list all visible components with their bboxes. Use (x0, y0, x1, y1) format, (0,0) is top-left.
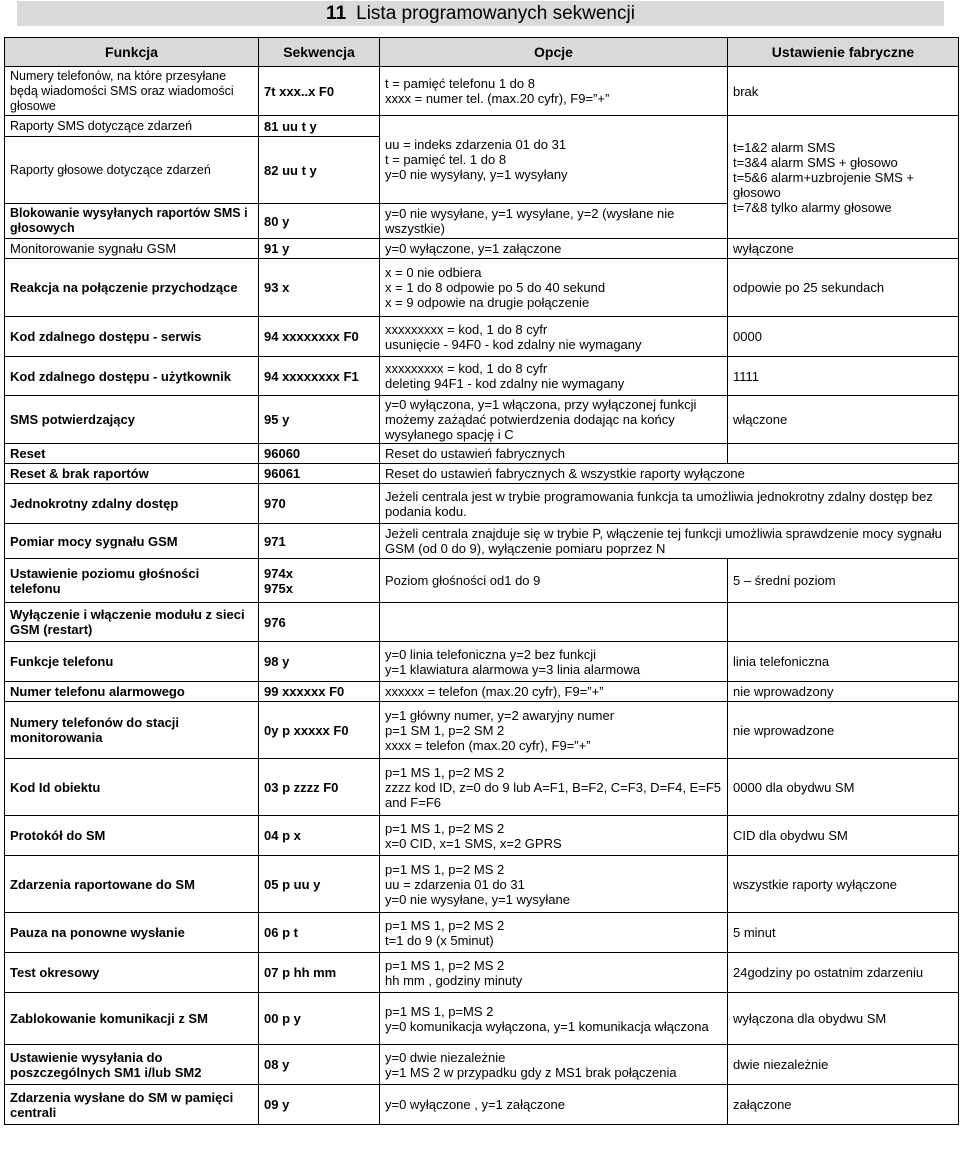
cell-sekwencja-line: 05 p uu y (264, 876, 321, 892)
cell-opcje-line: usunięcie - 94F0 - kod zdalny nie wymagany (385, 336, 642, 352)
cell-sekwencja (259, 953, 380, 993)
table-row (5, 444, 959, 464)
cell-ustawienie-line: 1111 (733, 368, 760, 384)
cell-sekwencja-line: 09 y (264, 1097, 290, 1112)
cell-ustawienie (728, 642, 959, 682)
cell-opcje (380, 396, 728, 444)
cell-funkcja (5, 116, 259, 137)
cell-opcje-line: p=1 MS 1, p=2 MS 2 (385, 957, 505, 973)
cell-opcje (380, 67, 728, 116)
cell-funkcja-line: Funkcje telefonu (10, 654, 114, 669)
cell-ustawienie-line: wszystkie raporty wyłączone (733, 876, 897, 892)
sequence-table (4, 37, 959, 1125)
cell-ustawienie-line: 5 – średni poziom (733, 573, 836, 588)
cell-ustawienie (728, 259, 959, 317)
cell-ustawienie-line: dwie niezależnie (733, 1057, 829, 1072)
cell-opcje (380, 484, 959, 524)
header-ustawienie: Ustawienie fabryczne (728, 38, 959, 67)
cell-opcje (380, 239, 728, 259)
cell-funkcja (5, 816, 259, 856)
cell-sekwencja-line: 91 y (264, 241, 290, 256)
cell-sekwencja (259, 259, 380, 317)
table-row (5, 116, 959, 137)
table-row (5, 816, 959, 856)
cell-opcje (380, 603, 728, 642)
cell-opcje-line: y=0 wyłączone , y=1 załączone (385, 1097, 565, 1112)
cell-sekwencja (259, 137, 380, 204)
cell-ustawienie-line: t=1&2 alarm SMS (733, 139, 836, 155)
cell-funkcja-line: Numery telefonów, na które przesyłane będą wiadomości SMS oraz wiadomości głosowe (10, 68, 234, 113)
cell-opcje-line: deleting 94F1 - kod zdalny nie wymagany (385, 376, 625, 391)
cell-sekwencja-line: 03 p zzzz F0 (264, 779, 339, 795)
header-opcje: Opcje (380, 38, 728, 67)
cell-sekwencja-line: 94 xxxxxxxx F1 (264, 368, 359, 384)
cell-funkcja (5, 524, 259, 559)
cell-sekwencja-line: 04 p x (264, 828, 301, 843)
section-title-text: Lista programowanych sekwencji (356, 3, 635, 24)
cell-sekwencja (259, 396, 380, 444)
cell-ustawienie (728, 396, 959, 444)
cell-ustawienie-line: t=5&6 alarm+uzbrojenie SMS + głosowo (733, 169, 915, 200)
cell-ustawienie (728, 559, 959, 603)
cell-funkcja (5, 682, 259, 702)
cell-opcje (380, 816, 728, 856)
cell-ustawienie-line: odpowie po 25 sekundach (733, 280, 885, 295)
cell-funkcja-line: Jednokrotny zdalny dostęp (10, 496, 179, 511)
table-row (5, 484, 959, 524)
cell-funkcja (5, 1085, 259, 1125)
cell-ustawienie (728, 816, 959, 856)
cell-sekwencja (259, 759, 380, 816)
cell-sekwencja (259, 116, 380, 137)
cell-sekwencja-line: 08 y (264, 1057, 290, 1072)
cell-ustawienie-line: 0000 (733, 329, 762, 344)
cell-opcje-line: xxxxxxxxx = kod, 1 do 8 cyfr (385, 361, 548, 376)
cell-sekwencja (259, 856, 380, 913)
cell-ustawienie (728, 759, 959, 816)
cell-funkcja (5, 642, 259, 682)
header-funkcja: Funkcja (5, 38, 259, 67)
cell-opcje-line: xxxxxxxxx = kod, 1 do 8 cyfr (385, 321, 548, 337)
cell-opcje (380, 856, 728, 913)
cell-opcje-line: y=0 dwie niezależnie (385, 1049, 506, 1065)
cell-ustawienie-line: włączone (733, 412, 788, 427)
cell-funkcja (5, 603, 259, 642)
cell-ustawienie (728, 856, 959, 913)
cell-funkcja (5, 702, 259, 759)
cell-opcje-line: p=1 SM 1, p=2 SM 2 (385, 722, 505, 738)
cell-funkcja (5, 396, 259, 444)
table-row (5, 642, 959, 682)
cell-sekwencja (259, 702, 380, 759)
cell-sekwencja-line: 07 p hh mm (264, 965, 337, 980)
cell-funkcja-line: Test okresowy (10, 965, 100, 980)
cell-sekwencja-line: 974x (264, 565, 293, 581)
cell-sekwencja (259, 913, 380, 953)
cell-sekwencja (259, 682, 380, 702)
cell-funkcja (5, 464, 259, 484)
cell-sekwencja-line: 80 y (264, 213, 290, 229)
cell-sekwencja-line: 95 y (264, 412, 290, 427)
cell-funkcja-line: Blokowanie wysyłanych raportów SMS i głosowych (10, 206, 248, 235)
cell-funkcja-line: Protokół do SM (10, 828, 106, 843)
cell-funkcja (5, 137, 259, 204)
cell-opcje-line: p=1 MS 1, p=2 MS 2 (385, 820, 505, 836)
cell-opcje-line: x=0 CID, x=1 SMS, x=2 GPRS (385, 835, 562, 851)
table-row (5, 464, 959, 484)
cell-funkcja-line: Pomiar mocy sygnału GSM (10, 533, 178, 549)
cell-opcje-line: hh mm , godziny minuty (385, 972, 523, 988)
section-number: 11 (326, 3, 347, 24)
cell-opcje-line: Reset do ustawień fabrycznych & wszystkie raporty wyłączone (385, 466, 745, 481)
cell-ustawienie-line: nie wprowadzony (733, 684, 834, 699)
table-row (5, 317, 959, 357)
cell-opcje (380, 444, 728, 464)
header-sekwencja: Sekwencja (259, 38, 380, 67)
cell-opcje (380, 953, 728, 993)
cell-funkcja-line: Zablokowanie komunikacji z SM (10, 1011, 208, 1026)
table-row (5, 239, 959, 259)
cell-funkcja (5, 856, 259, 913)
cell-funkcja-line: Ustawienie wysyłania do poszczególnych SM1 i/lub SM2 (10, 1049, 202, 1080)
cell-sekwencja-line: 0y p xxxxx F0 (264, 722, 349, 738)
cell-ustawienie-line: nie wprowadzone (733, 722, 835, 738)
cell-sekwencja-line: 975x (264, 580, 293, 596)
cell-opcje-line: x = 9 odpowie na drugie połączenie (385, 295, 590, 310)
cell-opcje (380, 259, 728, 317)
cell-funkcja (5, 484, 259, 524)
cell-ustawienie (728, 913, 959, 953)
cell-sekwencja (259, 484, 380, 524)
cell-sekwencja-line: 99 xxxxxx F0 (264, 684, 345, 699)
table-header-row (5, 38, 959, 67)
table-row (5, 682, 959, 702)
cell-sekwencja-line: 06 p t (264, 925, 298, 940)
cell-sekwencja (259, 1085, 380, 1125)
cell-opcje-line: t = pamięć tel. 1 do 8 (385, 152, 507, 167)
table-row (5, 993, 959, 1045)
cell-sekwencja (259, 357, 380, 396)
cell-opcje-line: zzzz kod ID, z=0 do 9 lub A=F1, B=F2, C=F3, D=F4, E=F5 and F=F6 (385, 779, 721, 810)
cell-funkcja-line: Numery telefonów do stacji monitorowania (10, 715, 180, 745)
cell-opcje-line: y=0 nie wysyłane, y=1 wysyłane, y=2 (wysłane nie wszystkie) (385, 206, 675, 236)
cell-funkcja (5, 204, 259, 239)
cell-sekwencja (259, 524, 380, 559)
cell-opcje-line: p=1 MS 1, p=MS 2 (385, 1003, 494, 1019)
cell-sekwencja-line: 82 uu t y (264, 162, 317, 178)
cell-funkcja-line: Zdarzenia raportowane do SM (10, 876, 195, 892)
cell-sekwencja (259, 559, 380, 603)
cell-sekwencja-line: 971 (264, 533, 286, 549)
cell-funkcja-line: Kod zdalnego dostępu - użytkownik (10, 368, 231, 384)
cell-ustawienie (728, 67, 959, 116)
cell-opcje-line: y=1 MS 2 w przypadku gdy z MS1 brak połączenia (385, 1064, 677, 1080)
cell-opcje-line: x = 0 nie odbiera (385, 265, 482, 280)
cell-sekwencja-line: 94 xxxxxxxx F0 (264, 329, 359, 344)
cell-ustawienie-line: 5 minut (733, 925, 776, 940)
cell-sekwencja (259, 816, 380, 856)
cell-opcje (380, 204, 728, 239)
table-row (5, 559, 959, 603)
cell-sekwencja (259, 317, 380, 357)
cell-opcje-line: y=1 klawiatura alarmowa y=3 linia alarmowa (385, 661, 641, 677)
cell-sekwencja (259, 464, 380, 484)
cell-ustawienie (728, 357, 959, 396)
cell-funkcja (5, 357, 259, 396)
cell-funkcja-line: Kod zdalnego dostępu - serwis (10, 329, 202, 344)
cell-ustawienie (728, 702, 959, 759)
cell-ustawienie-line: wyłączona dla obydwu SM (733, 1011, 887, 1026)
cell-opcje-line: y=1 główny numer, y=2 awaryjny numer (385, 707, 615, 723)
cell-funkcja (5, 239, 259, 259)
table-row (5, 603, 959, 642)
cell-funkcja-line: Reset (10, 446, 46, 461)
cell-sekwencja (259, 603, 380, 642)
cell-sekwencja (259, 444, 380, 464)
cell-funkcja (5, 759, 259, 816)
cell-funkcja (5, 993, 259, 1045)
cell-opcje-line: y=0 linia telefoniczna y=2 bez funkcji (385, 646, 597, 662)
cell-funkcja-line: Zdarzenia wysłane do SM w pamięci centrali (10, 1089, 234, 1120)
cell-ustawienie (728, 682, 959, 702)
cell-funkcja-line: Raporty głosowe dotyczące zdarzeń (10, 162, 211, 177)
cell-ustawienie (728, 1085, 959, 1125)
table-row (5, 67, 959, 116)
cell-sekwencja-line: 970 (264, 496, 286, 511)
cell-opcje-line: y=0 nie wysyłane, y=1 wysyłane (385, 891, 570, 907)
cell-sekwencja (259, 204, 380, 239)
cell-ustawienie (728, 603, 959, 642)
cell-opcje (380, 1045, 728, 1085)
table-row (5, 396, 959, 444)
cell-funkcja-line: Pauza na ponowne wysłanie (10, 925, 185, 940)
cell-opcje (380, 317, 728, 357)
cell-sekwencja (259, 1045, 380, 1085)
cell-ustawienie-line: t=7&8 tylko alarmy głosowe (733, 199, 892, 215)
cell-opcje (380, 993, 728, 1045)
cell-opcje-line: uu = indeks zdarzenia 01 do 31 (385, 137, 567, 152)
cell-ustawienie-line: linia telefoniczna (733, 654, 830, 669)
cell-funkcja-line: Raporty SMS dotyczące zdarzeń (10, 118, 193, 133)
cell-ustawienie (728, 317, 959, 357)
cell-opcje (380, 913, 728, 953)
table-row (5, 913, 959, 953)
cell-opcje-line: t = pamięć telefonu 1 do 8 (385, 76, 535, 91)
cell-funkcja-line: SMS potwierdzający (10, 412, 135, 427)
cell-funkcja-line: Numer telefonu alarmowego (10, 684, 185, 699)
cell-opcje-line: uu = zdarzenia 01 do 31 (385, 876, 525, 892)
cell-sekwencja-line: 96060 (264, 446, 301, 461)
cell-opcje-line: y=0 komunikacja wyłączona, y=1 komunikacja włączona (385, 1018, 709, 1034)
cell-funkcja-line: Wyłączenie i włączenie modułu z sieci GSM (restart) (10, 607, 245, 637)
table-row (5, 759, 959, 816)
cell-funkcja-line: Monitorowanie sygnału GSM (10, 241, 177, 256)
cell-opcje (380, 464, 959, 484)
cell-opcje-line: x = 1 do 8 odpowie po 5 do 40 sekund (385, 280, 606, 295)
cell-sekwencja (259, 642, 380, 682)
cell-opcje-line: p=1 MS 1, p=2 MS 2 (385, 917, 505, 933)
cell-opcje-line: t=1 do 9 (x 5minut) (385, 932, 494, 948)
table-row (5, 856, 959, 913)
cell-opcje-line: y=0 wyłączone, y=1 załączone (385, 241, 562, 256)
cell-ustawienie-line: wyłączone (733, 241, 794, 256)
cell-ustawienie (728, 116, 959, 239)
cell-ustawienie (728, 953, 959, 993)
cell-opcje (380, 116, 728, 204)
cell-opcje-line: Poziom głośności od1 do 9 (385, 573, 541, 588)
cell-sekwencja-line: 93 x (264, 280, 290, 295)
cell-funkcja (5, 953, 259, 993)
table-row (5, 357, 959, 396)
cell-funkcja (5, 444, 259, 464)
cell-sekwencja-line: 7t xxx..x F0 (264, 83, 335, 99)
cell-sekwencja (259, 239, 380, 259)
cell-opcje-line: y=0 wyłączona, y=1 włączona, przy wyłączonej funkcji możemy zażądać potwierdzenia dodając na końcy wysyłanego spację i C (385, 397, 697, 442)
cell-funkcja (5, 67, 259, 116)
cell-ustawienie-line: CID dla obydwu SM (733, 828, 848, 843)
cell-opcje (380, 357, 728, 396)
cell-opcje (380, 642, 728, 682)
cell-sekwencja (259, 993, 380, 1045)
cell-funkcja (5, 559, 259, 603)
cell-opcje-line: xxxx = telefon (max.20 cyfr), F9=”+” (385, 737, 591, 753)
table-row (5, 702, 959, 759)
cell-ustawienie (728, 444, 959, 464)
cell-sekwencja-line: 00 p y (264, 1011, 301, 1026)
cell-opcje (380, 702, 728, 759)
cell-ustawienie-line: brak (733, 83, 759, 99)
section-title-bar (17, 1, 944, 26)
cell-ustawienie-line: t=3&4 alarm SMS + głosowo (733, 154, 898, 170)
cell-opcje (380, 1085, 728, 1125)
cell-opcje-line: Jeżeli centrala jest w trybie programowania funkcja ta umożliwia jednokrotny zdalny dostęp bez podania kodu. (385, 488, 933, 519)
cell-sekwencja-line: 96061 (264, 466, 301, 481)
cell-opcje (380, 559, 728, 603)
table-row (5, 259, 959, 317)
table-row (5, 1045, 959, 1085)
cell-opcje-line: p=1 MS 1, p=2 MS 2 (385, 764, 505, 780)
sequence-table-body (5, 38, 959, 1125)
cell-opcje (380, 524, 959, 559)
cell-opcje-line: p=1 MS 1, p=2 MS 2 (385, 861, 505, 877)
cell-ustawienie (728, 993, 959, 1045)
cell-opcje (380, 682, 728, 702)
cell-opcje-line: xxxxxx = telefon (max.20 cyfr), F9=”+” (385, 684, 604, 699)
cell-sekwencja (259, 67, 380, 116)
cell-funkcja (5, 317, 259, 357)
cell-ustawienie-line: 24godziny po ostatnim zdarzeniu (733, 965, 924, 980)
cell-opcje-line: Reset do ustawień fabrycznych (385, 446, 565, 461)
cell-ustawienie (728, 239, 959, 259)
cell-ustawienie (728, 1045, 959, 1085)
cell-opcje-line: xxxx = numer tel. (max.20 cyfr), F9=”+” (385, 91, 610, 106)
cell-sekwencja-line: 98 y (264, 654, 290, 669)
cell-opcje-line: Jeżeli centrala znajduje się w trybie P, włączenie tej funkcji umożliwia sprawdzenie mocy sygnału GSM (od 0 do 9), wyłączenie pomiaru poprzez N (385, 526, 942, 556)
table-row (5, 953, 959, 993)
table-row (5, 1085, 959, 1125)
cell-funkcja-line: Reset & brak raportów (10, 466, 149, 481)
cell-funkcja-line: Reakcja na połączenie przychodzące (10, 280, 238, 295)
cell-opcje-line: y=0 nie wysyłany, y=1 wysyłany (385, 167, 568, 182)
cell-ustawienie-line: załączone (733, 1097, 792, 1112)
section-title (17, 1, 944, 26)
cell-sekwencja-line: 976 (264, 614, 286, 630)
cell-ustawienie-line: 0000 dla obydwu SM (733, 779, 855, 795)
cell-funkcja (5, 913, 259, 953)
cell-funkcja-line: Ustawienie poziomu głośności telefonu (10, 565, 200, 596)
cell-funkcja (5, 259, 259, 317)
cell-sekwencja-line: 81 uu t y (264, 118, 317, 134)
cell-funkcja (5, 1045, 259, 1085)
table-row (5, 524, 959, 559)
cell-funkcja-line: Kod Id obiektu (10, 779, 101, 795)
cell-opcje (380, 759, 728, 816)
